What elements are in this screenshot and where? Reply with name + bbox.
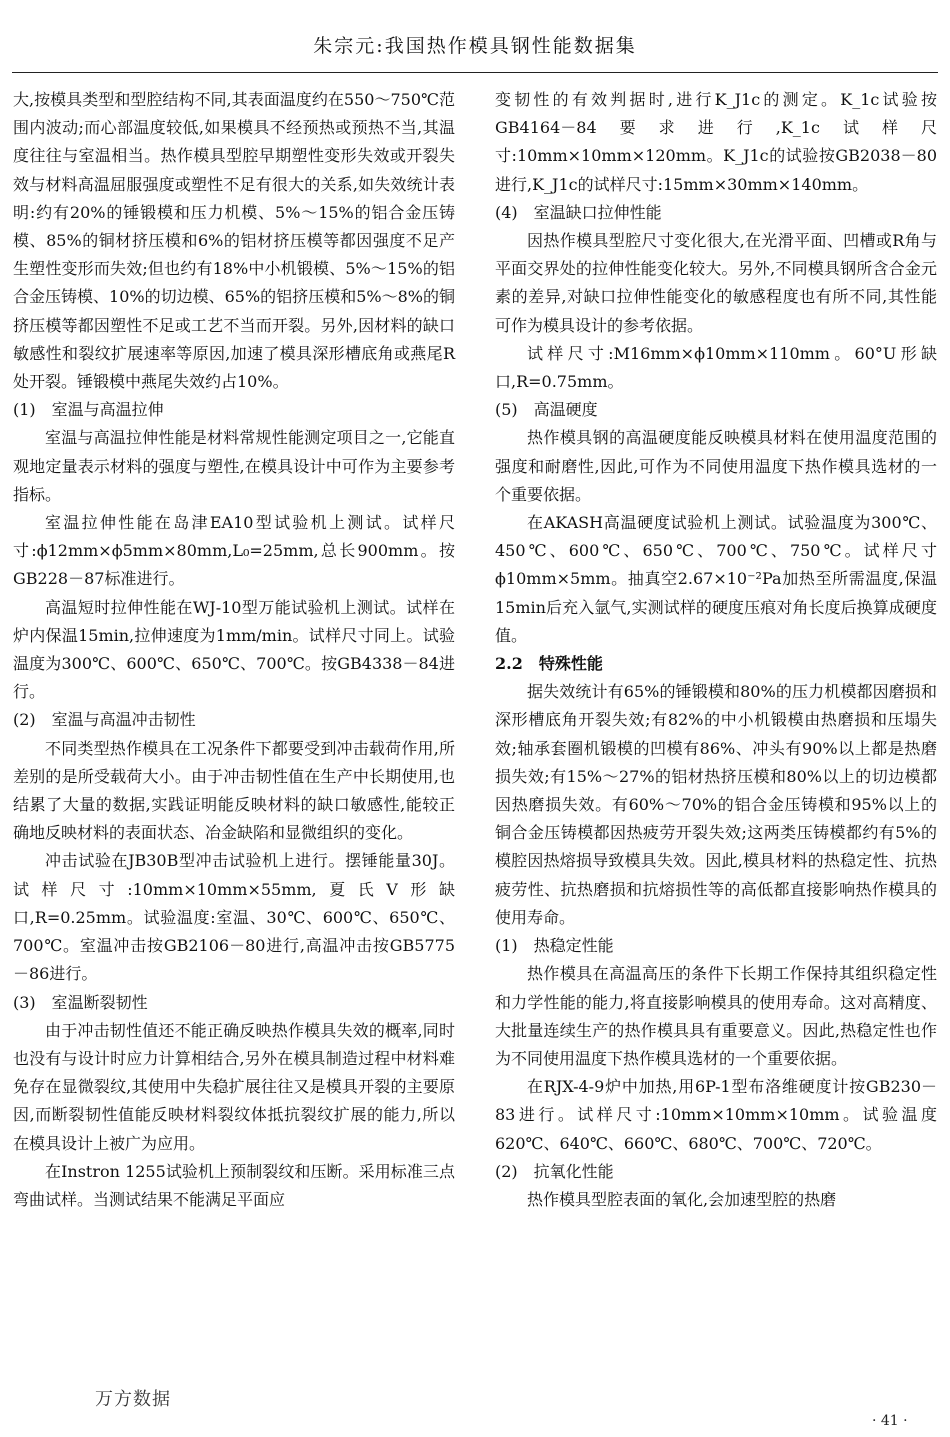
paragraph: 热作模具钢的高温硬度能反映模具材料在使用温度范围的强度和耐磨性,因此,可作为不同使用温度下热作模具选材的一个重要依据。 bbox=[495, 428, 937, 504]
paragraph: 室温与高温拉伸性能是材料常规性能测定项目之一,它能直观地定量表示材料的强度与塑性,在模具设计中可作为主要参考指标。 bbox=[13, 428, 455, 504]
subsection-heading: 2.2 特殊性能 bbox=[495, 654, 603, 674]
paragraph: 据失效统计有65%的锤锻模和80%的压力机模都因磨损和深形槽底角开裂失效;有82%的中小机锻模由热磨损和压塌失效;轴承套圈机锻模的凹模有86%、冲头有90%以上都是热磨损失效;有15%～27%的铝材热挤压模和80%以上的切边模都因热磨损失效。有60%～70%的铝合金压铸模和95%以上的铜合金压铸模都因热疲劳开裂失效;这两类压铸模都约有5%的模腔因热熔损导致模具失效。因此,模具材料的热稳定性、抗热疲劳性、抗热磨损和抗熔损性等的高低都直接影响热作模具的使用寿命。 bbox=[495, 682, 937, 927]
paragraph: 在Instron 1255试验机上预制裂纹和压断。采用标准三点弯曲试样。当测试结果不能满足平面应 bbox=[13, 1161, 455, 1209]
section-heading: (3) 室温断裂韧性 bbox=[13, 992, 148, 1012]
header-rule bbox=[12, 72, 938, 73]
section-heading: (1) 室温与高温拉伸 bbox=[13, 400, 164, 420]
paragraph: 由于冲击韧性值还不能正确反映热作模具失效的概率,同时也没有与设计时应力计算相结合,另外在模具制造过程中材料难免存在显微裂纹,其使用中失稳扩展往往又是模具开裂的主要原因,而断裂韧性值能反映材料裂纹体抵抗裂纹扩展的能力,所以在模具设计上被广为应用。 bbox=[13, 1020, 455, 1153]
continued-paragraph: 变韧性的有效判据时,进行K_J1c的测定。K_1c试验按GB4164－84要求进行,K_1c试样尺寸:10mm×10mm×120mm。K_J1c的试验按GB2038－80进行,K_J1c的试样尺寸:15mm×30mm×140mm。 bbox=[495, 90, 937, 194]
section-heading: (1) 热稳定性能 bbox=[495, 936, 614, 956]
running-header-title: 朱宗元:我国热作模具钢性能数据集 bbox=[313, 35, 637, 57]
paragraph: 在AKASH高温硬度试验机上测试。试验温度为300℃、450℃、600℃、650℃、700℃、750℃。试样尺寸ϕ10mm×5mm。抽真空2.67×10⁻²Pa加热至所需温度,保温15min后充入氩气,实测试样的硬度压痕对角长度后换算成硬度值。 bbox=[495, 513, 937, 645]
paragraph: 因热作模具型腔尺寸变化很大,在光滑平面、凹槽或R角与平面交界处的拉伸性能变化较大。另外,不同模具钢所含合金元素的差异,对缺口拉伸性能变化的敏感程度也有所不同,其性能可作为模具设计的参考依据。 bbox=[495, 231, 937, 335]
paragraph: 冲击试验在JB30B型冲击试验机上进行。摆锤能量30J。试样尺寸:10mm×10mm×55mm,夏氏V形缺口,R=0.25mm。试验温度:室温、30℃、600℃、650℃、700℃。室温冲击按GB2106－80进行,高温冲击按GB5775－86进行。 bbox=[13, 851, 455, 984]
paragraph: 试样尺寸:M16mm×ϕ10mm×110mm。60°U形缺口,R=0.75mm。 bbox=[495, 343, 937, 392]
section-heading: (5) 高温硬度 bbox=[495, 400, 598, 420]
paragraph: 在RJX-4-9炉中加热,用6P-1型布洛维硬度计按GB230－83进行。试样尺寸:10mm×10mm×10mm。试验温度620℃、640℃、660℃、680℃、700℃、720℃。 bbox=[495, 1077, 937, 1153]
section-heading: (4) 室温缺口拉伸性能 bbox=[495, 202, 662, 222]
right-column bbox=[495, 86, 937, 1214]
section-heading: (2) 抗氧化性能 bbox=[495, 1161, 614, 1181]
paragraph: 高温短时拉伸性能在WJ-10型万能试验机上测试。试样在炉内保温15min,拉伸速度为1mm/min。试样尺寸同上。试验温度为300℃、600℃、650℃、700℃。按GB4338－84进行。 bbox=[13, 597, 455, 702]
left-column bbox=[13, 86, 455, 1214]
footer-watermark-text: 万方数据 bbox=[95, 1389, 171, 1410]
page-number: · 41 · bbox=[872, 1413, 908, 1429]
paragraph: 热作模具型腔表面的氧化,会加速型腔的热磨 bbox=[527, 1189, 837, 1209]
continued-paragraph: 大,按模具类型和型腔结构不同,其表面温度约在550～750℃范围内波动;而心部温度较低,如果模具不经预热或预热不当,其温度往往与室温相当。热作模具型腔早期塑性变形失效或开裂失效与材料高温屈服强度或塑性不足有很大的关系,如失效统计表明:约有20%的锤锻模和压力机模、5%～15%的铝合金压铸模、85%的铜材挤压模和6%的铝材挤压模等都因强度不足产生塑性变形而失效;但也约有18%中小机锻模、5%～15%的铝合金压铸模、10%的切边模、65%的铝挤压模和5%～8%的铜挤压模等都因塑性不足或工艺不当而开裂。另外,因材料的缺口敏感性和裂纹扩展速率等原因,加速了模具深形槽底角或燕尾R处开裂。锤锻模中燕尾失效约占10%。 bbox=[13, 90, 455, 392]
paragraph: 室温拉伸性能在岛津EA10型试验机上测试。试样尺寸:ϕ12mm×ϕ5mm×80mm,L₀=25mm,总长900mm。按GB228－87标准进行。 bbox=[13, 513, 455, 589]
paragraph: 热作模具在高温高压的条件下长期工作保持其组织稳定性和力学性能的能力,将直接影响模具的使用寿命。这对高精度、大批量连续生产的热作模具具有重要意义。因此,热稳定性也作为不同使用温度下热作模具选材的一个重要依据。 bbox=[495, 964, 937, 1068]
paragraph: 不同类型热作模具在工况条件下都要受到冲击载荷作用,所差别的是所受载荷大小。由于冲击韧性值在生产中长期使用,也结累了大量的数据,实践证明能反映材料的缺口敏感性,能较正确地反映材料的表面状态、冶金缺陷和显微组织的变化。 bbox=[13, 738, 455, 843]
section-heading: (2) 室温与高温冲击韧性 bbox=[13, 710, 196, 730]
